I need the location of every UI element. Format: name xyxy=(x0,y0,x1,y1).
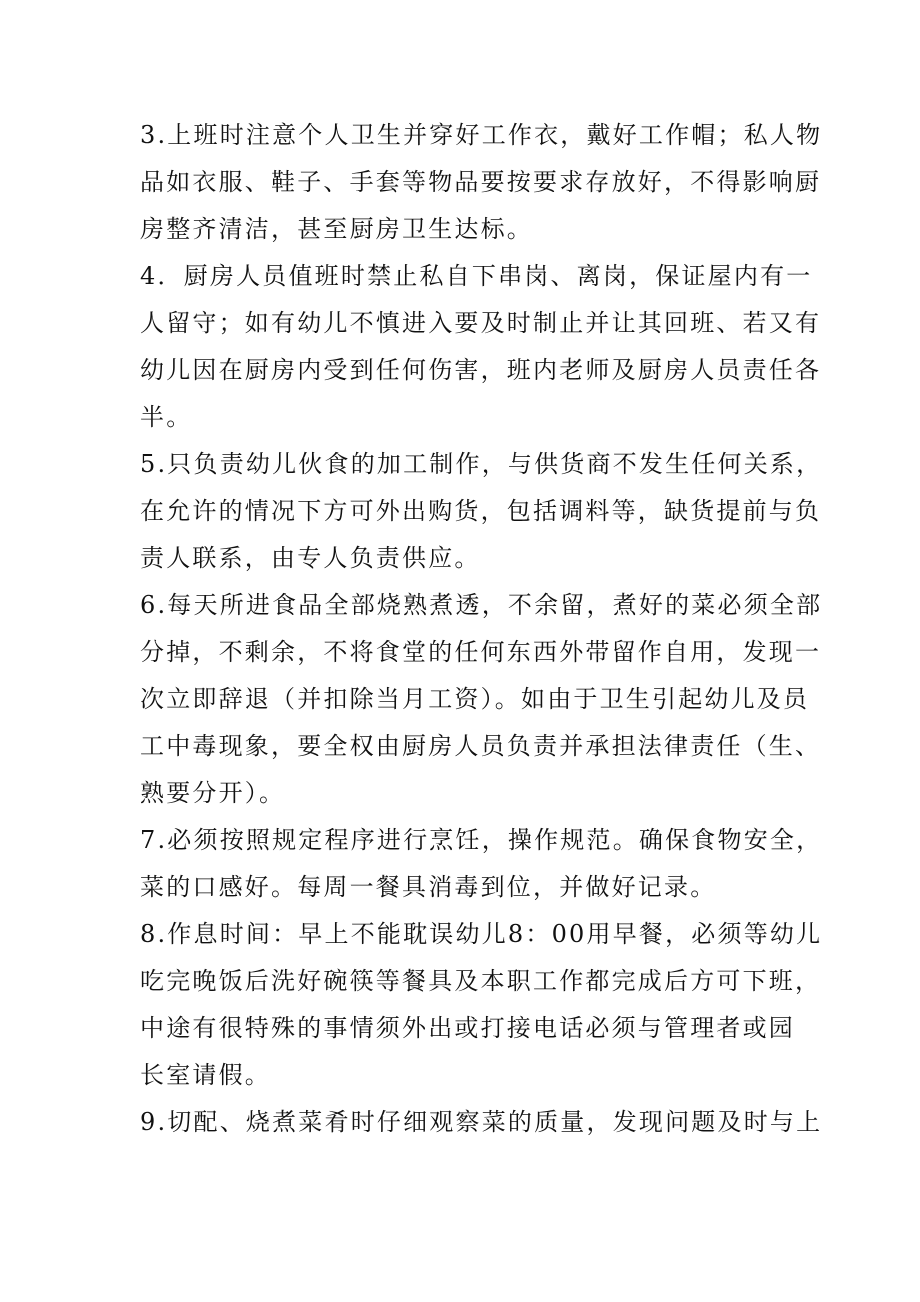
text-line: 5.只负责幼儿伙食的加工制作，与供货商不发生任何关系， xyxy=(140,450,823,478)
text-line: 责人联系，由专人负责供应。 xyxy=(140,544,481,572)
text-line: 吃完晚饭后洗好碗筷等餐具及本职工作都完成后方可下班， xyxy=(140,967,822,995)
text-line: 6.每天所进食品全部烧熟煮透，不余留，煮好的菜必须全部 xyxy=(140,591,823,619)
text-line: 次立即辞退（并扣除当月工资）。如由于卫生引起幼儿及员 xyxy=(140,685,810,713)
paragraph-6 xyxy=(140,582,823,817)
paragraph-7 xyxy=(140,817,823,911)
paragraph-5 xyxy=(140,441,823,582)
text-line: 4．厨房人员值班时禁止私自下串岗、离岗，保证屋内有一 xyxy=(140,262,813,290)
paragraph-8 xyxy=(140,911,823,1099)
text-line: 人留守；如有幼儿不慎进入要及时制止并让其回班、若又有 xyxy=(140,309,822,337)
text-line: 品如衣服、鞋子、手套等物品要按要求存放好，不得影响厨 xyxy=(140,168,822,196)
text-line: 7.必须按照规定程序进行烹饪，操作规范。确保食物安全， xyxy=(140,826,823,854)
text-line: 8.作息时间：早上不能耽误幼儿8：00用早餐，必须等幼儿 xyxy=(140,920,823,948)
text-line: 长室请假。 xyxy=(140,1061,271,1089)
text-line: 幼儿因在厨房内受到任何伤害，班内老师及厨房人员责任各 xyxy=(140,356,822,384)
text-line: 分掉，不剩余，不将食堂的任何东西外带留作自用，发现一 xyxy=(140,638,822,666)
text-line: 熟要分开）。 xyxy=(140,779,286,807)
text-line: 在允许的情况下方可外出购货，包括调料等，缺货提前与负 xyxy=(140,497,822,525)
document-body xyxy=(140,112,823,1146)
paragraph-9 xyxy=(140,1099,823,1146)
paragraph-3 xyxy=(140,112,823,253)
text-line: 半。 xyxy=(140,403,193,431)
text-line: 房整齐清洁，甚至厨房卫生达标。 xyxy=(140,215,533,243)
text-line: 菜的口感好。每周一餐具消毒到位，并做好记录。 xyxy=(140,873,717,901)
paragraph-4 xyxy=(140,253,822,441)
text-line: 9.切配、烧煮菜肴时仔细观察菜的质量，发现问题及时与上 xyxy=(140,1108,823,1136)
text-line: 中途有很特殊的事情须外出或打接电话必须与管理者或园 xyxy=(140,1014,795,1042)
text-line: 工中毒现象，要全权由厨房人员负责并承担法律责任（生、 xyxy=(140,732,822,760)
text-line: 3.上班时注意个人卫生并穿好工作衣，戴好工作帽；私人物 xyxy=(140,121,823,149)
